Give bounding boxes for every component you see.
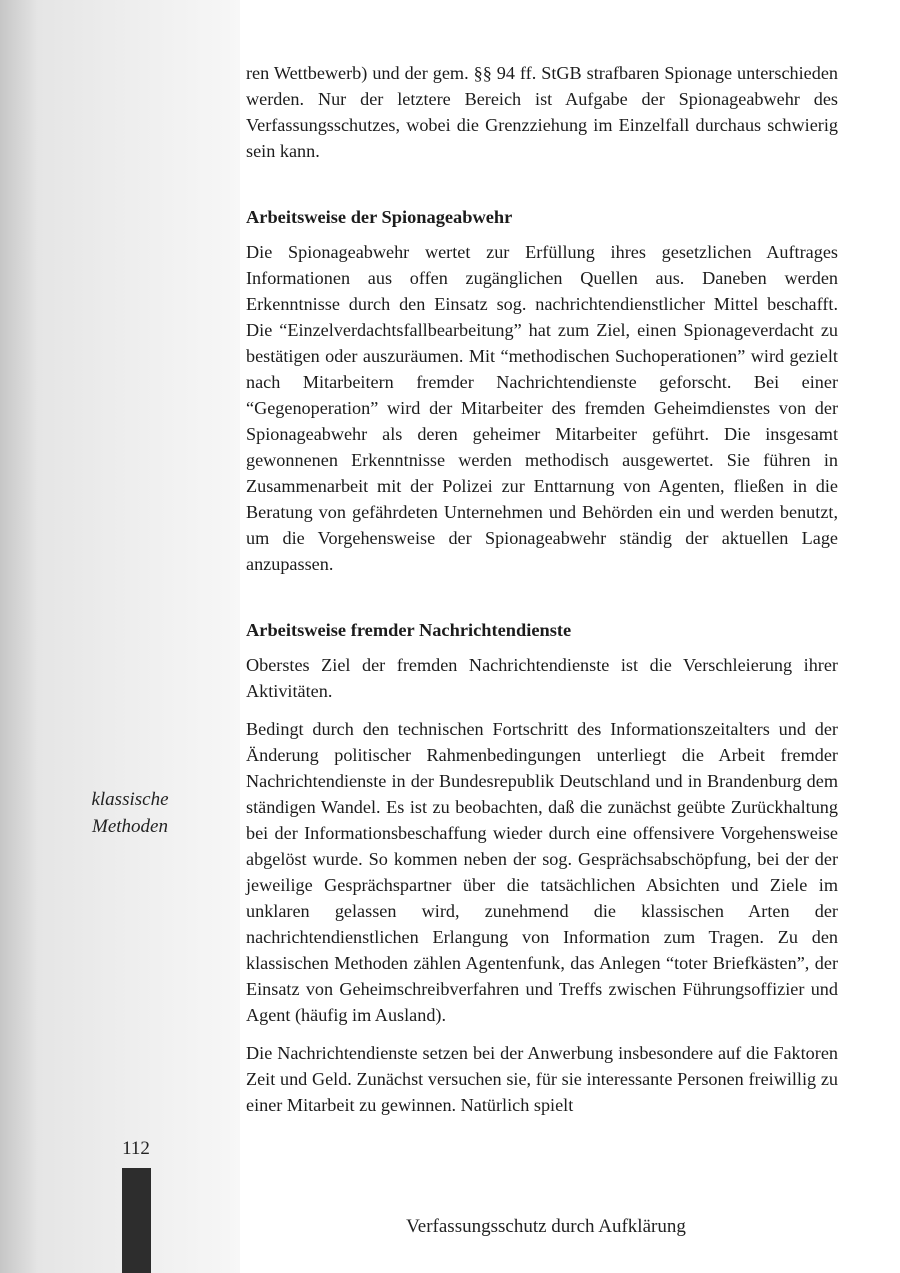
section-heading-fremde-dienste: Arbeitsweise fremder Nachrichtendienste [246, 620, 572, 640]
margin-column [0, 0, 240, 1273]
paragraph-wandel: Bedingt durch den technischen Fortschritt des Informationszeitalters und der Änderung politischer Rahmenbedingungen unterliegt die Arbeit fremder Nachrichtendienste in der Bundesrepublik Deutschland und in Brandenburg dem ständigen Wandel. Es ist zu beobachten, daß die zunächst geübte Zurückhaltung bei der Informationsbeschaffung wieder durch eine offensivere Vorgehensweise abgelöst wurde. So kommen neben der sog. Gesprächsabschöpfung, bei der der jeweilige Gesprächspartner über die tatsächlichen Absichten und Ziele im unklaren gelassen wird, zunehmend die klassischen Arten der nachrichtendienstlichen Erlangung von Information zum Tragen. Zu den klassischen Methoden zählen Agentenfunk, das Anlegen “toter Briefkästen”, der Einsatz von Geheimschreibverfahren und Treffs zwischen Führungsoffizier und Agent (häufig im Ausland). [246, 719, 838, 1025]
page-number: 112 [122, 1138, 150, 1159]
paragraph-ziel: Oberstes Ziel der fremden Nachrichtendienste ist die Verschleierung ihrer Aktivitäten. [246, 655, 838, 701]
section-heading-spionageabwehr: Arbeitsweise der Spionageabwehr [246, 207, 513, 227]
margin-note [60, 786, 200, 840]
page-footer: Verfassungsschutz durch Aufklärung [406, 1216, 686, 1237]
margin-note-line-1: klassische [91, 789, 169, 810]
margin-note-line-2: Methoden [92, 816, 168, 837]
margin-shadow [0, 0, 38, 1273]
thumb-index-bar [122, 1168, 151, 1273]
paragraph-spionageabwehr: Die Spionageabwehr wertet zur Erfüllung ihres gesetzlichen Auftrages Informationen aus offen zugänglichen Quellen aus. Daneben werden Erkenntnisse durch den Einsatz sog. nachrichtendienstlicher Mittel beschafft. Die “Einzelverdachtsfallbearbeitung” hat zum Ziel, einen Spionageverdacht zu bestätigen oder auszuräumen. Mit “methodischen Suchoperationen” wird gezielt nach Mitarbeitern fremder Nachrichtendienste geforscht. Bei einer “Gegenoperation” wird der Mitarbeiter des fremden Geheimdienstes von der Spionageabwehr als deren geheimer Mitarbeiter geführt. Die insgesamt gewonnenen Erkenntnisse werden methodisch ausgewertet. Sie führen in Zusammenarbeit mit der Polizei zur Enttarnung von Agenten, fließen in die Beratung von gefährdeten Unternehmen und Behörden ein und werden benutzt, um die Vorgehensweise der Spionageabwehr ständig der aktuellen Lage anzupassen. [246, 242, 838, 574]
main-text [246, 60, 838, 1118]
intro-paragraph: ren Wettbewerb) und der gem. §§ 94 ff. StGB strafbaren Spionage unterschieden werden. Nur der letztere Bereich ist Aufgabe der Spionageabwehr des Verfassungsschutzes, wobei die Grenzziehung im Einzelfall durchaus schwierig sein kann. [246, 63, 838, 161]
paragraph-anwerbung: Die Nachrichtendienste setzen bei der Anwerbung insbesondere auf die Faktoren Zeit und Geld. Zunächst versuchen sie, für sie interessante Personen freiwillig zu einer Mitarbeit zu gewinnen. Natürlich spielt [246, 1043, 838, 1115]
